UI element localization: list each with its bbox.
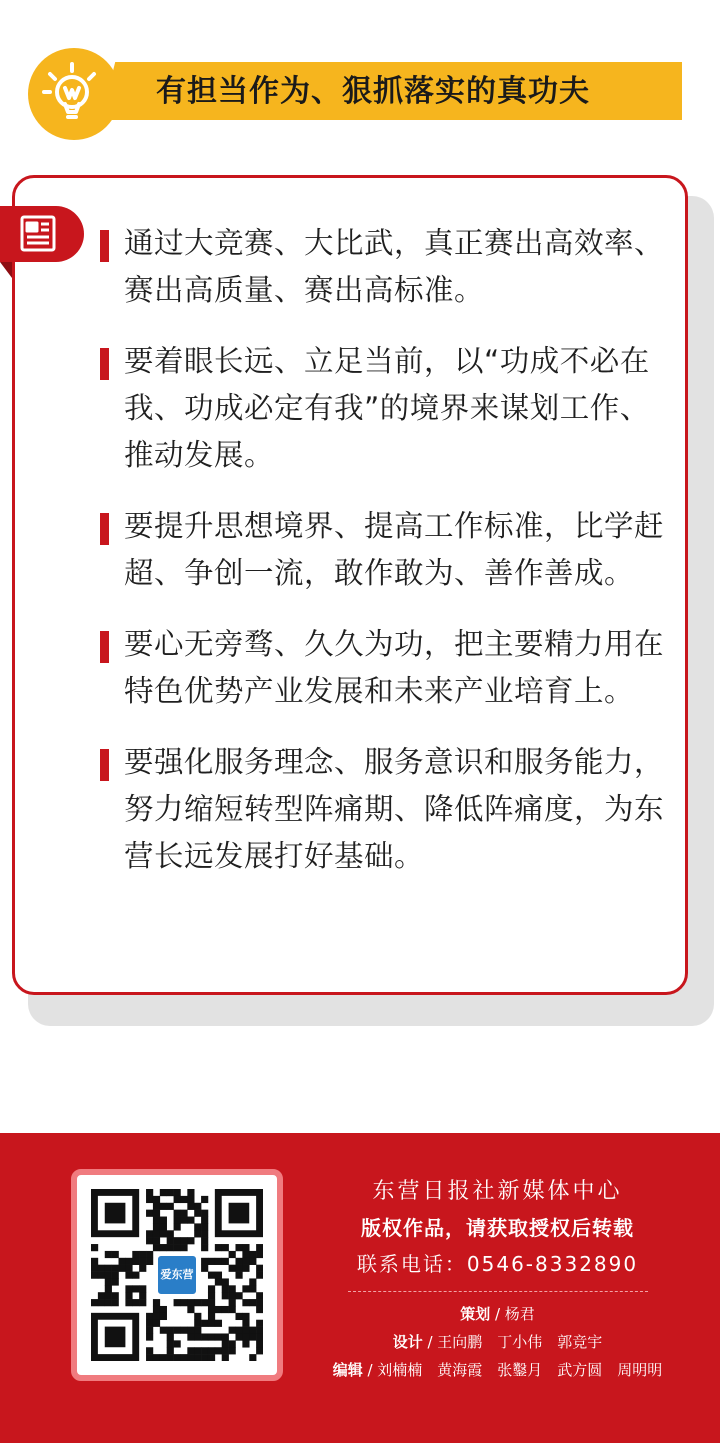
list-item-text: 通过大竞赛、大比武，真正赛出高效率、赛出高质量、赛出高标准。	[124, 226, 665, 307]
copyright-notice: 版权作品，请获取授权后转载	[361, 1216, 634, 1240]
list-item	[100, 621, 670, 715]
credit-editor: 编辑 / 刘楠楠 黄海霞 张鑿月 武方圆 周明明	[332, 1361, 663, 1379]
document-icon	[18, 214, 60, 254]
list-item	[100, 739, 670, 880]
bullet-marker	[100, 631, 109, 663]
qr-center-logo: 爱东营	[155, 1253, 199, 1297]
credit-role: 设计	[392, 1333, 423, 1351]
document-tab	[0, 206, 84, 262]
key-points-list	[100, 220, 670, 904]
list-item-text: 要强化服务理念、服务意识和服务能力，努力缩短转型阵痛期、降低阵痛度，为东营长远发展打好基础。	[124, 745, 665, 873]
header	[0, 0, 720, 150]
credit-role: 编辑	[332, 1361, 363, 1379]
lightbulb-icon	[42, 60, 106, 126]
list-item-text: 要着眼长远、立足当前，以“功成不必在我、功成必定有我”的境界来谋划工作、推动发展。	[124, 344, 650, 472]
credit-planning: 策划 / 杨君	[460, 1305, 535, 1323]
lightbulb-badge	[28, 48, 120, 140]
credit-role: 策划	[460, 1305, 491, 1323]
list-item	[100, 220, 670, 314]
bullet-marker	[100, 749, 109, 781]
credit-names: 杨君	[504, 1305, 535, 1323]
credit-names: 王向鹏 丁小伟 郭竞宇	[437, 1333, 603, 1351]
footer-info	[300, 1175, 695, 1384]
qr-code[interactable]	[71, 1169, 283, 1381]
footer-divider	[348, 1291, 648, 1292]
list-item	[100, 503, 670, 597]
bullet-marker	[100, 513, 109, 545]
contact-phone: 联系电话：0546-8332890	[356, 1252, 639, 1276]
list-item-text: 要提升思想境界、提高工作标准，比学赶超、争创一流，敢作敢为、善作善成。	[124, 509, 665, 590]
bullet-marker	[100, 348, 109, 380]
footer	[0, 1133, 720, 1443]
bullet-marker	[100, 230, 109, 262]
list-item	[100, 338, 670, 479]
organization-name: 东营日报社新媒体中心	[372, 1179, 623, 1204]
page-title: 有担当作为、狠抓落实的真功夫	[156, 74, 590, 109]
credit-design: 设计 / 王向鹏 丁小伟 郭竞宇	[392, 1333, 603, 1351]
credit-names: 刘楠楠 黄海霞 张鑿月 武方圆 周明明	[377, 1361, 663, 1379]
list-item-text: 要心无旁骛、久久为功，把主要精力用在特色优势产业发展和未来产业培育上。	[124, 627, 665, 708]
tab-fold	[0, 262, 12, 278]
